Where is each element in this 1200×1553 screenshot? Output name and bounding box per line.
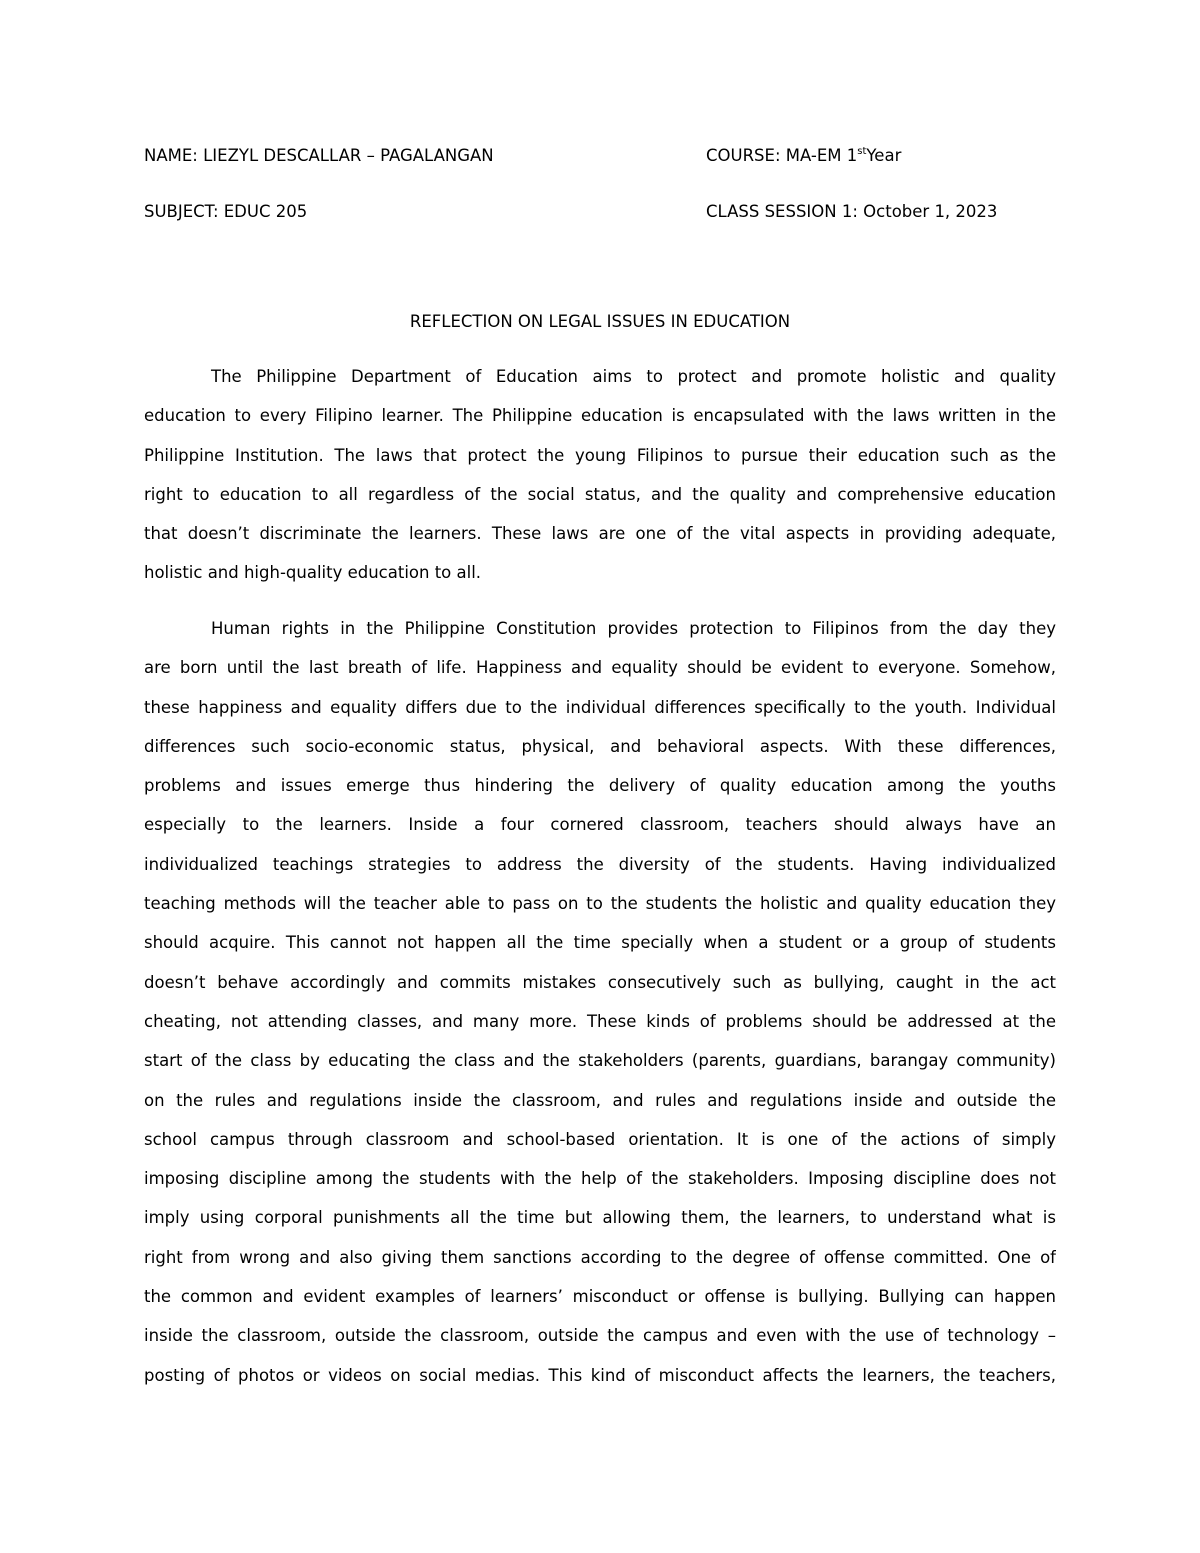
paragraph-line: inside the classroom, outside the classroom, outside the campus and even with the use of technology – — [144, 1326, 1056, 1346]
paragraph-line: right to education to all regardless of the social status, and the quality and comprehensive education — [144, 484, 1056, 504]
paragraph-line: holistic and high-quality education to all. — [144, 563, 482, 583]
paragraph-line: especially to the learners. Inside a four cornered classroom, teachers should always have an — [144, 815, 1056, 835]
course-year: Year — [866, 146, 902, 165]
subject-info: SUBJECT: EDUC 205 — [144, 202, 308, 221]
paragraph-line: are born until the last breath of life. Happiness and equality should be evident to everyone. Somehow, — [144, 658, 1056, 678]
paragraph-line: cheating, not attending classes, and many more. These kinds of problems should be addressed at the — [144, 1011, 1056, 1031]
paragraph-line: these happiness and equality differs due to the individual differences specifically to the youth. Individual — [144, 697, 1056, 717]
paragraph-line: Human rights in the Philippine Constitution provides protection to Filipinos from the day they — [211, 619, 1056, 638]
course-text: COURSE: MA-EM 1 — [706, 146, 858, 165]
course-ordinal: st — [857, 146, 867, 157]
course-info — [706, 146, 901, 166]
student-name: NAME: LIEZYL DESCALLAR – PAGALANGAN — [144, 146, 494, 165]
paragraph-line: Philippine Institution. The laws that protect the young Filipinos to pursue their education such as the — [144, 445, 1056, 465]
paragraph-line: posting of photos or videos on social medias. This kind of misconduct affects the learners, the teachers, — [144, 1365, 1056, 1385]
paragraph-line: imply using corporal punishments all the time but allowing them, the learners, to understand what is — [144, 1208, 1056, 1228]
document-title: REFLECTION ON LEGAL ISSUES IN EDUCATION — [409, 312, 791, 331]
paragraph-line: doesn’t behave accordingly and commits mistakes consecutively such as bullying, caught in the act — [144, 972, 1056, 992]
paragraph-1 — [144, 357, 1056, 593]
paragraph-line: The Philippine Department of Education aims to protect and promote holistic and quality — [211, 367, 1056, 386]
paragraph-line: that doesn’t discriminate the learners. These laws are one of the vital aspects in providing adequate, — [144, 524, 1056, 544]
paragraph-line: right from wrong and also giving them sanctions according to the degree of offense committed. One of — [144, 1247, 1056, 1267]
paragraph-2 — [144, 609, 1056, 1395]
paragraph-line: imposing discipline among the students with the help of the stakeholders. Imposing discipline does not — [144, 1169, 1056, 1189]
paragraph-line: teaching methods will the teacher able to pass on to the students the holistic and quality education they — [144, 894, 1056, 914]
paragraph-line: education to every Filipino learner. The Philippine education is encapsulated with the laws written in the — [144, 406, 1056, 426]
paragraph-line: the common and evident examples of learners’ misconduct or offense is bullying. Bullying can happen — [144, 1287, 1056, 1307]
paragraph-line: should acquire. This cannot not happen all the time specially when a student or a group of students — [144, 933, 1056, 953]
paragraph-line: school campus through classroom and school-based orientation. It is one of the actions of simply — [144, 1129, 1056, 1149]
paragraph-line: problems and issues emerge thus hindering the delivery of quality education among the youths — [144, 776, 1056, 796]
paragraph-line: differences such socio-economic status, physical, and behavioral aspects. With these differences, — [144, 736, 1056, 756]
paragraph-line: individualized teachings strategies to address the diversity of the students. Having individualized — [144, 854, 1056, 874]
class-session-info: CLASS SESSION 1: October 1, 2023 — [706, 202, 998, 221]
paragraph-line: start of the class by educating the class and the stakeholders (parents, guardians, barangay community) — [144, 1051, 1056, 1071]
paragraph-line: on the rules and regulations inside the classroom, and rules and regulations inside and outside the — [144, 1090, 1056, 1110]
